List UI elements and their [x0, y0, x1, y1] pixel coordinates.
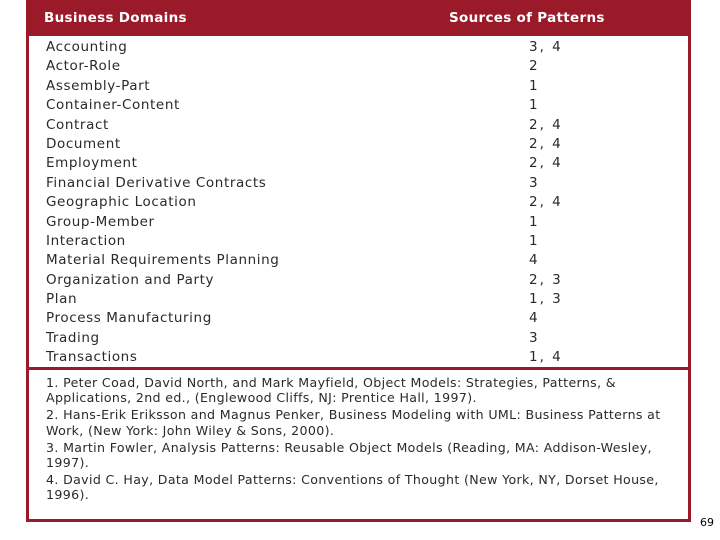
table-row [29, 57, 688, 76]
pattern-source-cell: 3 [529, 329, 540, 346]
references-list [46, 375, 681, 504]
table-row [29, 174, 688, 193]
pattern-source-cell: 2, 4 [529, 135, 563, 152]
patterns-table [26, 0, 691, 522]
table-row [29, 135, 688, 154]
table-row [29, 290, 688, 309]
pattern-source-cell: 2, 4 [529, 116, 563, 133]
business-domain-cell: Organization and Party [46, 271, 215, 288]
pattern-source-cell: 1, 3 [529, 291, 563, 308]
pattern-source-cell: 3, 4 [529, 39, 563, 55]
business-domain-cell: Container-Content [46, 97, 180, 114]
business-domain-cell: Interaction [46, 232, 126, 249]
business-domain-cell: Employment [46, 155, 138, 172]
pattern-source-cell: 4 [529, 310, 540, 327]
reference-item: 4. David C. Hay, Data Model Patterns: Conventions of Thought (New York, NY, Dorset House, 1996). [46, 471, 659, 503]
business-domain-cell: Group-Member [46, 213, 155, 230]
table-row [29, 77, 688, 96]
table-row [29, 309, 688, 328]
pattern-source-cell: 1, 4 [529, 349, 563, 366]
pattern-source-cell: 1 [529, 97, 540, 114]
business-domain-cell: Document [46, 135, 121, 152]
business-domain-cell: Transactions [46, 349, 138, 366]
table-row [29, 251, 688, 270]
business-domain-cell: Geographic Location [46, 194, 197, 211]
pattern-source-cell: 1 [529, 213, 540, 230]
business-domain-cell: Actor-Role [46, 58, 121, 75]
reference-item: 2. Hans-Erik Eriksson and Magnus Penker, Business Modeling with UML: Business Patterns at Work, (New York: John Wiley & Sons, 2000). [46, 407, 661, 438]
pattern-source-cell: 4 [529, 252, 540, 269]
pattern-source-cell: 1 [529, 232, 540, 249]
table-row [29, 154, 688, 173]
business-domain-cell: Process Manufacturing [46, 310, 212, 327]
pattern-source-cell: 3 [529, 174, 540, 191]
table-body [29, 38, 688, 368]
reference-item: 3. Martin Fowler, Analysis Patterns: Reusable Object Models (Reading, MA: Addison-Wesley, 1997). [46, 439, 652, 471]
pattern-source-cell: 2, 4 [529, 155, 563, 172]
pattern-source-cell: 2 [529, 58, 540, 75]
business-domain-cell: Trading [46, 329, 100, 346]
table-row [29, 38, 688, 57]
pattern-source-cell: 1 [529, 77, 540, 94]
table-row [29, 213, 688, 232]
table-row [29, 116, 688, 135]
table-row [29, 271, 688, 290]
reference-item: 1. Peter Coad, David North, and Mark Mayfield, Object Models: Strategies, Patterns, & Applications, 2nd ed., (Englewood Cliffs, NJ: Prentice Hall, 1997). [46, 375, 616, 406]
table-row [29, 329, 688, 348]
sources-column-header: Sources of Patterns [449, 10, 605, 26]
page-number: 69 [700, 516, 714, 529]
domains-column-header: Business Domains [44, 10, 187, 26]
table-header [29, 0, 688, 36]
business-domain-cell: Accounting [46, 39, 128, 55]
business-domain-cell: Contract [46, 116, 109, 133]
business-domain-cell: Financial Derivative Contracts [46, 174, 267, 191]
business-domain-cell: Assembly-Part [46, 77, 151, 94]
pattern-source-cell: 2, 3 [529, 271, 563, 288]
pattern-source-cell: 2, 4 [529, 194, 563, 211]
table-row [29, 348, 688, 367]
table-row [29, 232, 688, 251]
business-domain-cell: Material Requirements Planning [46, 252, 280, 269]
table-row [29, 96, 688, 115]
table-row [29, 193, 688, 212]
business-domain-cell: Plan [46, 291, 78, 308]
table-divider [29, 367, 688, 370]
